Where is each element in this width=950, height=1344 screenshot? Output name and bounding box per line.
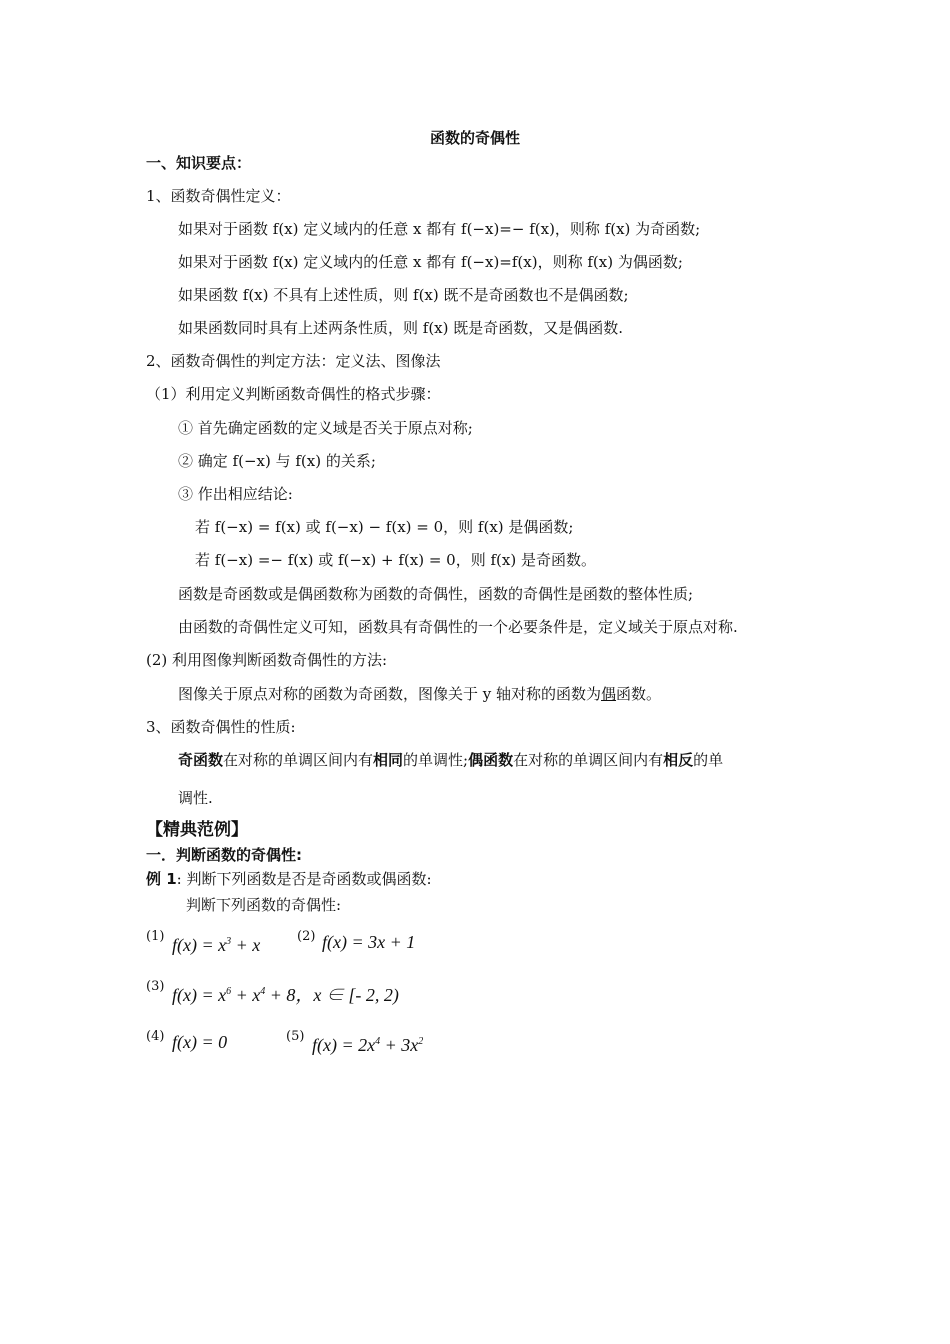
formula-domain: ，x ∈ [- 2, 2) [295, 985, 399, 1005]
exponent: 4 [260, 986, 266, 997]
step-1: ① 首先确定函数的定义域是否关于原点对称; [178, 419, 473, 437]
graph-text-part: 图像关于原点对称的函数为奇函数，图像关于 y 轴对称的函数为 [178, 685, 602, 703]
exponent: 6 [226, 986, 232, 997]
term-opposite: 相反 [663, 751, 694, 769]
conclusion-odd: 若 f(−x) =− f(x) 或 f(−x) + f(x) = 0，则 f(x) 是奇函数。 [195, 551, 596, 569]
note-parity-property: 函数是奇函数或是偶函数称为函数的奇偶性，函数的奇偶性是函数的整体性质; [178, 585, 694, 603]
section-heading-knowledge: 一、知识要点： [146, 154, 252, 172]
definition-even: 如果对于函数 f(x) 定义域内的任意 x 都有 f(−x)=f(x)，则称 f(x) 为偶函数; [178, 253, 683, 271]
formula-3 [172, 982, 399, 1005]
property-line-1 [178, 750, 723, 770]
examples-heading: 【精典范例】 [146, 820, 248, 840]
formula-item [146, 1025, 164, 1047]
heading-judgement-methods: 2、函数奇偶性的判定方法：定义法、图像法 [146, 352, 441, 370]
formula-text: + x [231, 985, 261, 1005]
definition-neither: 如果函数 f(x) 不具有上述性质，则 f(x) 既不是奇函数也不是偶函数; [178, 286, 629, 304]
formula-text: f(x) = 2x [312, 1035, 376, 1055]
graph-text-underlined: 偶 [601, 685, 617, 703]
item-label: (4) [146, 1029, 165, 1044]
term-even-function: 偶函数 [468, 751, 514, 769]
formula-text: + 3x [380, 1035, 419, 1055]
graph-text-end: 函数。 [616, 685, 662, 703]
conclusion-even: 若 f(−x) = f(x) 或 f(−x) − f(x) = 0，则 f(x) 是偶函数; [195, 518, 574, 536]
item-label: (3) [146, 979, 165, 994]
item-label: (2) [297, 929, 316, 944]
formula-text: f(x) = 3x + 1 [322, 932, 416, 952]
item-label: (1) [146, 929, 165, 944]
heading-definition-method: （1）利用定义判断函数奇偶性的格式步骤： [146, 385, 441, 403]
formula-1 [172, 932, 260, 955]
example-label: 例 1 [146, 870, 177, 888]
property-text: 的单调性; [403, 751, 469, 769]
term-odd-function: 奇函数 [178, 751, 224, 769]
formula-text: + x [231, 935, 261, 955]
example-colon: : [176, 870, 182, 888]
formula-item [146, 925, 164, 947]
formula-text: f(x) = x [172, 985, 227, 1005]
property-text: 的单 [693, 751, 724, 769]
example-1-text: 判断下列函数是否是奇函数或偶函数: [186, 870, 432, 888]
heading-graph-method: (2) 利用图像判断函数奇偶性的方法: [146, 651, 388, 669]
example-1-subtext: 判断下列函数的奇偶性: [186, 896, 342, 914]
formula-text: f(x) = 0 [172, 1032, 228, 1052]
formula-item [146, 975, 164, 997]
note-necessary-condition: 由函数的奇偶性定义可知，函数具有奇偶性的一个必要条件是，定义域关于原点对称. [178, 618, 738, 636]
heading-properties: 3、函数奇偶性的性质: [146, 718, 296, 736]
formula-item [297, 925, 315, 947]
page-title: 函数的奇偶性 [429, 129, 520, 147]
example-1-line [146, 869, 432, 889]
property-line-2: 调性. [178, 789, 213, 807]
graph-method-text [178, 684, 661, 704]
exponent: 3 [226, 936, 232, 947]
property-text: 在对称的单调区间内有 [223, 751, 374, 769]
formula-4 [172, 1032, 227, 1052]
property-text: 在对称的单调区间内有 [513, 751, 664, 769]
heading-definition: 1、函数奇偶性定义： [146, 187, 291, 205]
item-label: (5) [286, 1029, 305, 1044]
formula-text: f(x) = x [172, 935, 227, 955]
formula-item [286, 1025, 304, 1047]
step-2: ② 确定 f(−x) 与 f(x) 的关系; [178, 452, 376, 470]
formula-text: + 8 [265, 985, 296, 1005]
definition-both: 如果函数同时具有上述两条性质，则 f(x) 既是奇函数，又是偶函数. [178, 319, 624, 337]
formula-5 [312, 1032, 423, 1055]
exponent: 2 [418, 1036, 424, 1047]
step-3: ③ 作出相应结论: [178, 485, 293, 503]
subsection-heading: 一．判断函数的奇偶性: [146, 846, 302, 864]
definition-odd: 如果对于函数 f(x) 定义域内的任意 x 都有 f(−x)=− f(x)，则称 f(x) 为奇函数; [178, 220, 701, 238]
formula-2 [322, 932, 415, 952]
term-same: 相同 [373, 751, 404, 769]
exponent: 4 [375, 1036, 381, 1047]
